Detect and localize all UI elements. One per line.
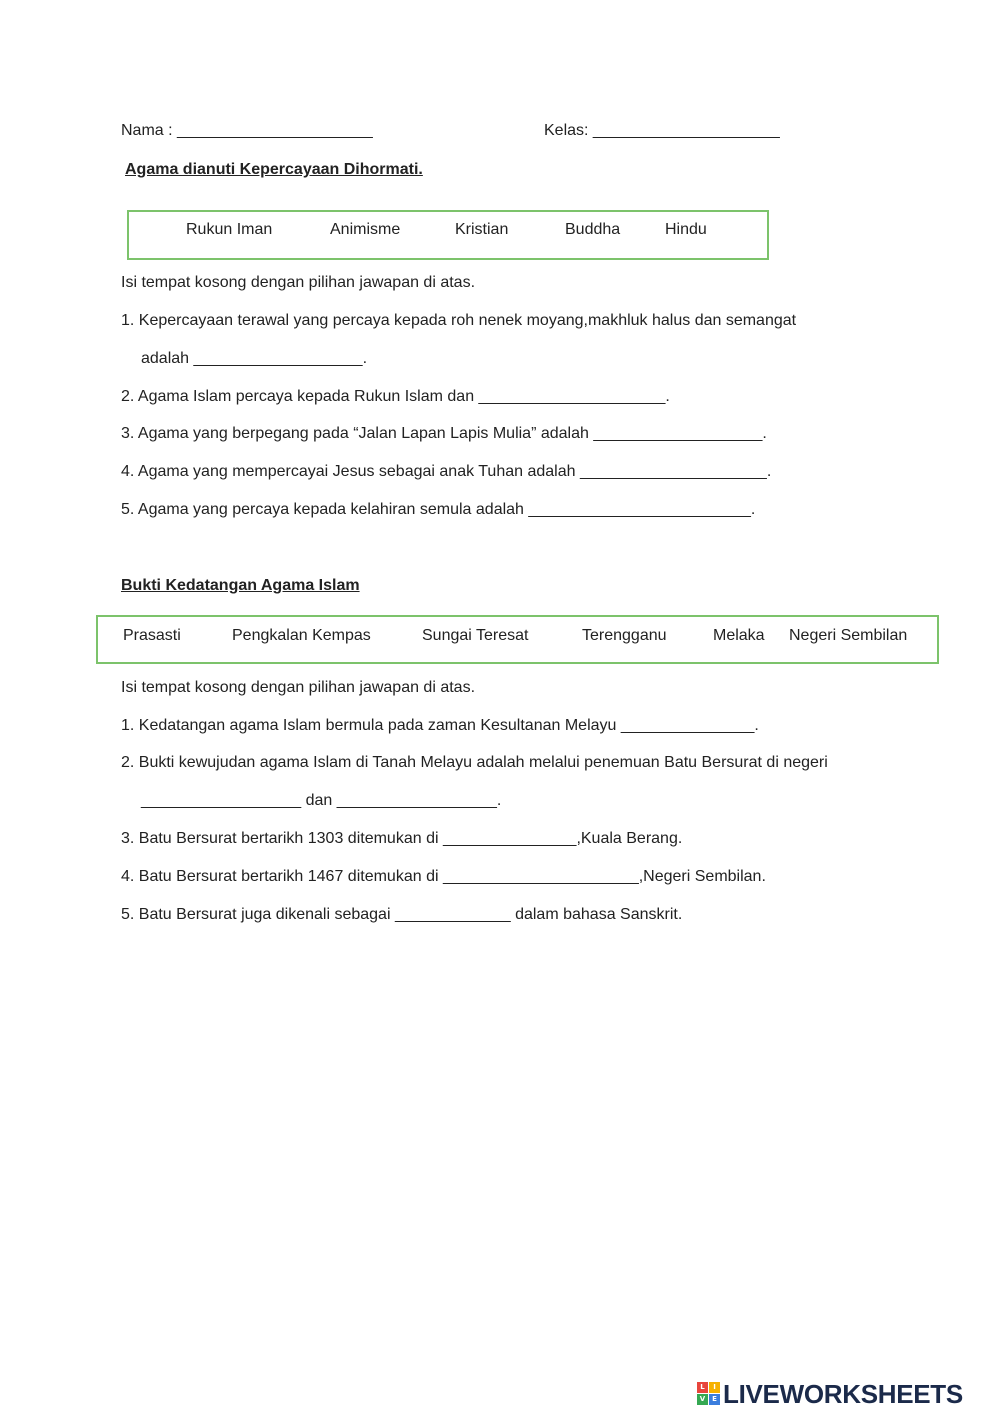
section2-question-5: 5. Batu Bersurat juga dikenali sebagai _____________ dalam bahasa Sanskrit. xyxy=(121,906,683,923)
section1-question-1: 1. Kepercayaan terawal yang percaya kepada roh nenek moyang,makhluk halus dan semangat xyxy=(121,312,797,329)
section1-option: Animisme xyxy=(330,221,401,238)
section1-instruction: Isi tempat kosong dengan pilihan jawapan di atas. xyxy=(121,274,476,291)
section1-option: Rukun Iman xyxy=(186,221,273,238)
section1-question-5: 5. Agama yang percaya kepada kelahiran semula adalah _________________________. xyxy=(121,501,756,518)
section2-option: Prasasti xyxy=(123,627,181,644)
section1-question-1-cont: adalah ___________________. xyxy=(141,350,368,367)
logo-blocks-icon xyxy=(697,1382,721,1406)
logo-text: LIVEWORKSHEETS xyxy=(723,1379,963,1409)
section1-option: Hindu xyxy=(665,221,707,238)
liveworksheets-logo xyxy=(697,1378,993,1408)
section2-option: Pengkalan Kempas xyxy=(232,627,371,644)
logo-block: I xyxy=(709,1382,720,1393)
section2-question-2-cont: __________________ dan __________________. xyxy=(141,792,502,809)
section2-question-2: 2. Bukti kewujudan agama Islam di Tanah Melayu adalah melalui penemuan Batu Bersurat di negeri xyxy=(121,754,828,771)
section1-question-4: 4. Agama yang mempercayai Jesus sebagai anak Tuhan adalah _____________________. xyxy=(121,463,772,480)
class-field-label: Kelas: _____________________ xyxy=(544,122,780,139)
section1-option: Buddha xyxy=(565,221,621,238)
section2-option: Sungai Teresat xyxy=(422,627,529,644)
name-field-label: Nama : ______________________ xyxy=(121,122,373,139)
section2-option: Melaka xyxy=(713,627,765,644)
section2-question-1: 1. Kedatangan agama Islam bermula pada zaman Kesultanan Melayu _______________. xyxy=(121,717,759,734)
logo-block: E xyxy=(709,1394,720,1405)
logo-block: V xyxy=(697,1394,708,1405)
section1-option: Kristian xyxy=(455,221,509,238)
section1-question-2: 2. Agama Islam percaya kepada Rukun Islam dan _____________________. xyxy=(121,388,670,405)
section1-question-3: 3. Agama yang berpegang pada “Jalan Lapan Lapis Mulia” adalah ___________________. xyxy=(121,425,767,442)
logo-block: L xyxy=(697,1382,708,1393)
section2-title: Bukti Kedatangan Agama Islam xyxy=(121,577,360,594)
section2-instruction: Isi tempat kosong dengan pilihan jawapan di atas. xyxy=(121,679,476,696)
section2-question-3: 3. Batu Bersurat bertarikh 1303 ditemukan di _______________,Kuala Berang. xyxy=(121,830,683,847)
section2-question-4: 4. Batu Bersurat bertarikh 1467 ditemukan di ______________________,Negeri Sembilan. xyxy=(121,868,766,885)
section1-title: Agama dianuti Kepercayaan Dihormati. xyxy=(125,161,423,178)
section2-option: Terengganu xyxy=(582,627,667,644)
section2-option: Negeri Sembilan xyxy=(789,627,908,644)
section2-options-box xyxy=(96,615,939,664)
section1-options-box xyxy=(127,210,769,260)
